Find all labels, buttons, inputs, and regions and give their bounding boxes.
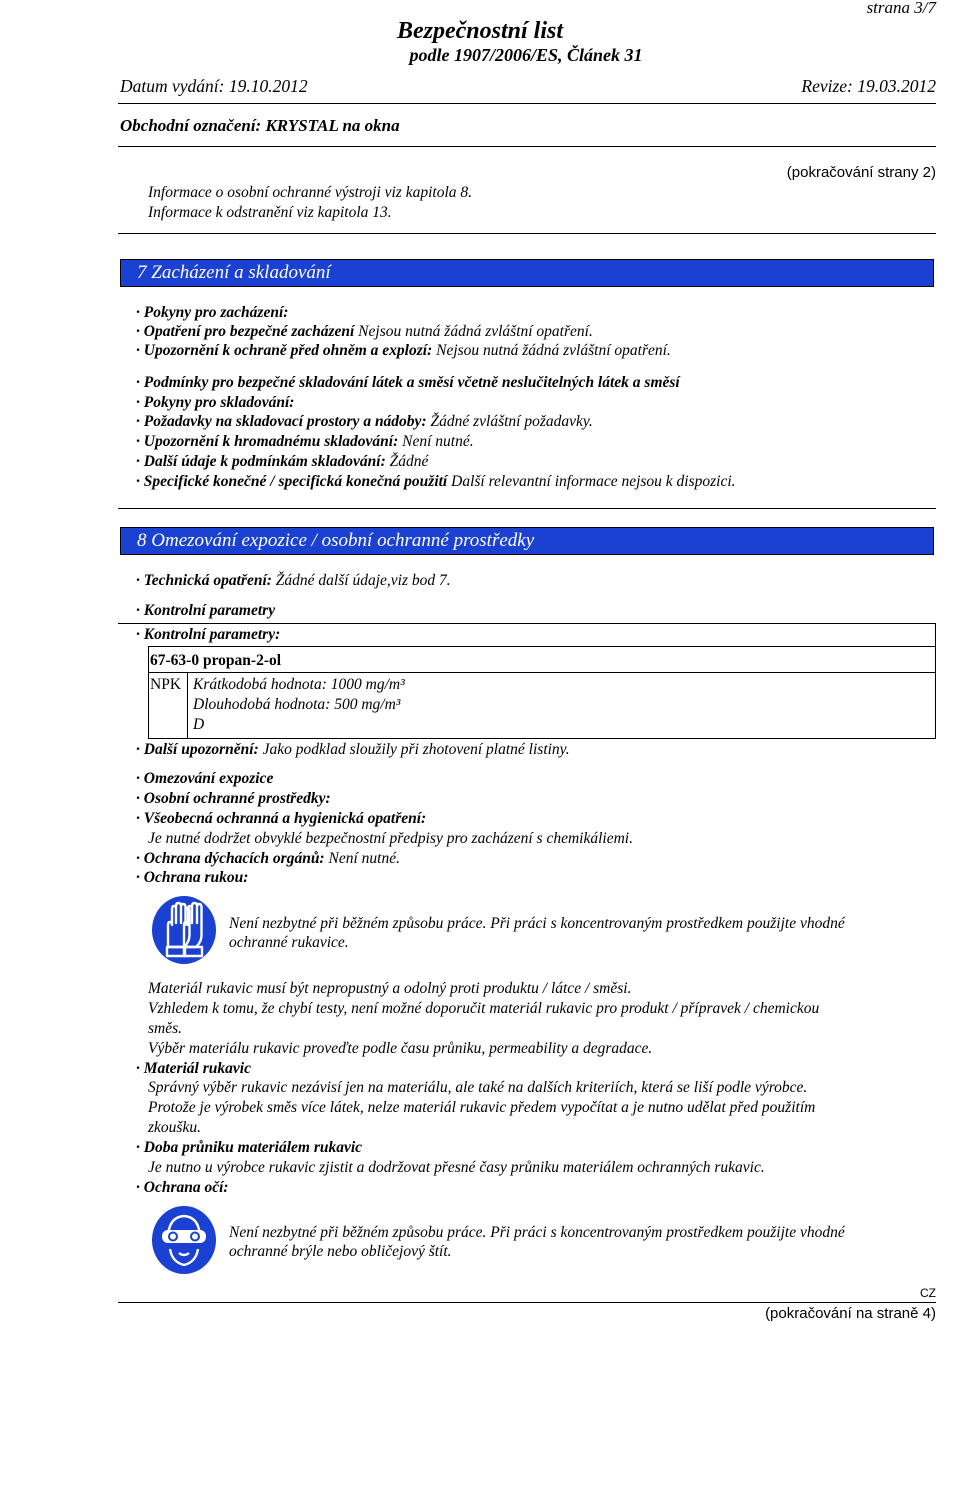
respiratory-value: Není nutné. — [324, 850, 400, 867]
npk-label: NPK — [150, 676, 182, 693]
intro-line-2: Informace k odstranění viz kapitola 13. — [148, 204, 392, 221]
continuation-to: (pokračování na straně 4) — [765, 1305, 936, 1322]
joint-storage-row — [136, 432, 474, 451]
hygiene-value: Je nutné dodržet obvyklé bezpečnostní předpisy pro zacházení s chemikáliemi. — [148, 830, 633, 847]
additional-info-value: Jako podklad sloužily při zhotovení platné listiny. — [258, 741, 570, 758]
respiratory-row — [136, 849, 400, 868]
storage-conditions-label: · Podmínky pro bezpečné skladování látek a směsí včetně neslučitelných látek a směsí — [136, 374, 680, 391]
control-parameters-label-2: · Kontrolní parametry: — [136, 626, 281, 643]
fire-row — [136, 341, 671, 360]
table-right-border — [935, 623, 936, 738]
exposure-control-label: · Omezování expozice — [136, 770, 274, 787]
section-divider — [118, 233, 936, 234]
material-text-1: Správný výběr rukavic nezávisí jen na materiálu, ale také na dalších kriteriích, která se liší podle výrobce. — [148, 1079, 808, 1096]
safe-handling-label: · Opatření pro bezpečné zacházení — [136, 323, 355, 340]
substance-divider — [148, 672, 936, 673]
intro-line-1: Informace o osobní ochranné výstroji viz kapitola 8. — [148, 184, 473, 201]
joint-storage-value: Není nutné. — [398, 433, 474, 450]
section-8-title: 8 Omezování expozice / osobní ochranné prostředky — [137, 530, 535, 551]
section-7-header — [120, 259, 934, 287]
material-text-2: Protože je výrobek směs více látek, nelze materiál rukavic předem vypočítat a je nutno udělat před použitím — [148, 1099, 816, 1116]
document-title: Bezpečnostní list — [396, 18, 564, 44]
hand-protection-text-2: ochranné rukavice. — [229, 934, 349, 951]
long-term-value: Dlouhodobá hodnota: 500 mg/m³ — [193, 696, 401, 713]
additional-info-row — [136, 740, 570, 759]
handling-label: · Pokyny pro zacházení: — [136, 304, 289, 321]
glove-material-1: Materiál rukavic musí být nepropustný a odolný proti produktu / látce / směsi. — [148, 980, 632, 997]
safe-handling-value: Nejsou nutná žádná zvláštní opatření. — [354, 323, 593, 340]
d-note: D — [193, 716, 205, 733]
trade-name: Obchodní označení: KRYSTAL na okna — [120, 116, 400, 135]
section-7-title: 7 Zacházení a skladování — [137, 262, 331, 283]
technical-value: Žádné další údaje,viz bod 7. — [271, 572, 451, 589]
material-label: · Materiál rukavic — [136, 1060, 251, 1077]
table-left-border — [148, 646, 149, 738]
eye-protection-label: · Ochrana očí: — [136, 1179, 229, 1196]
substance-name: 67-63-0 propan-2-ol — [150, 652, 282, 669]
section-divider — [118, 508, 936, 509]
penetration-label: · Doba průniku materiálem rukavic — [136, 1139, 363, 1156]
fire-value: Nejsou nutná žádná zvláštní opatření. — [432, 342, 671, 359]
material-text-3: zkoušku. — [148, 1119, 201, 1136]
technical-label: · Technická opatření: — [136, 572, 272, 589]
continuation-from: (pokračování strany 2) — [786, 164, 936, 181]
further-storage-label: · Další údaje k podmínkám skladování: — [136, 453, 386, 470]
npk-divider — [187, 672, 188, 738]
trade-name-divider — [118, 146, 936, 147]
short-term-value: Krátkodobá hodnota: 1000 mg/m³ — [193, 676, 405, 693]
header-divider — [118, 103, 936, 104]
storage-req-value: Žádné zvláštní požadavky. — [426, 413, 593, 430]
glove-material-2b: směs. — [148, 1020, 183, 1037]
specific-use-value: Další relevantní informace nejsou k dispozici. — [447, 473, 736, 490]
hygiene-label: · Všeobecná ochranná a hygienická opatření: — [136, 810, 427, 827]
penetration-value: Je nutno u výrobce rukavic zjistit a dodržovat přesné časy průniku materiálem ochranných rukavic. — [148, 1159, 765, 1176]
language-code: CZ — [920, 1286, 936, 1300]
table-bottom-border — [148, 738, 936, 739]
issue-date: Datum vydání: 19.10.2012 — [120, 76, 308, 96]
glove-icon — [151, 895, 217, 965]
storage-req-label: · Požadavky na skladovací prostory a nádoby: — [136, 413, 427, 430]
ppe-label: · Osobní ochranné prostředky: — [136, 790, 331, 807]
table-top-border — [118, 623, 936, 624]
fire-label: · Upozornění k ochraně před ohněm a explozí: — [136, 342, 433, 359]
storage-req-row — [136, 412, 593, 431]
glove-material-2a: Vzhledem k tomu, že chybí testy, není možné doporučit materiál rukavic pro produkt / přípravek / chemickou — [148, 1000, 820, 1017]
control-parameters-label: · Kontrolní parametry — [136, 602, 276, 619]
additional-info-label: · Další upozornění: — [136, 741, 259, 758]
glove-material-3: Výběr materiálu rukavic proveďte podle času průniku, permeability a degradace. — [148, 1040, 653, 1057]
goggles-icon — [151, 1205, 217, 1275]
section-8-header — [120, 527, 934, 555]
joint-storage-label: · Upozornění k hromadnému skladování: — [136, 433, 399, 450]
specific-use-label: · Specifické konečné / specifická konečná použití — [136, 473, 448, 490]
specific-use-row — [136, 472, 736, 491]
eye-protection-text-1: Není nezbytné při běžném způsobu práce. Při práci s koncentrovaným prostředkem použijte vhodné — [229, 1224, 845, 1241]
further-storage-value: Žádné — [385, 453, 429, 470]
page-number: strana 3/7 — [866, 0, 936, 17]
technical-row — [136, 571, 451, 590]
table-divider — [148, 646, 936, 647]
respiratory-label: · Ochrana dýchacích orgánů: — [136, 850, 325, 867]
revision-date: Revize: 19.03.2012 — [801, 76, 936, 96]
storage-label: · Pokyny pro skladování: — [136, 394, 295, 411]
hand-protection-label: · Ochrana rukou: — [136, 869, 249, 886]
footer-divider — [118, 1302, 936, 1303]
hand-protection-text-1: Není nezbytné při běžném způsobu práce. Při práci s koncentrovaným prostředkem použijte vhodné — [229, 915, 845, 932]
safe-handling-row — [136, 322, 593, 341]
document-subtitle: podle 1907/2006/ES, Článek 31 — [409, 45, 643, 65]
further-storage-row — [136, 452, 428, 471]
eye-protection-text-2: ochranné brýle nebo obličejový štít. — [229, 1243, 452, 1260]
